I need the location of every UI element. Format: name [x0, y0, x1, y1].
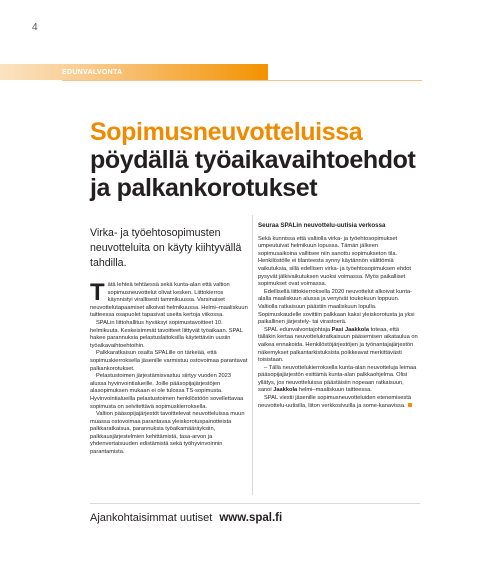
website-link[interactable]: www.spal.fi	[219, 512, 283, 524]
right-paragraph-1: Sekä kunnissa että valtiolla virka- ja työehtosopimukset umpeutuivat helmikuun lopussa. Tämän jälkeen sopimusaikoina vallitsee niin sanottu sopimukseton tila. Henkilöstölle ei tilanteesta synny käytännön välittömiä vaikutuksia, sillä edellisen virka- ja työehtosopimuksen ehdot pysyvät jälkivaikutuksen vuoksi voimassa. Myös paikalliset sopimukset ovat voimassa.	[258, 235, 412, 288]
footer-text: Ajankohtaisimmat uutiset	[90, 512, 213, 524]
paragraph-4: Pelastustoimen järjestämisvastuu siirtyy vuoden 2023 alussa hyvinvointialueille. Joille pääsopijajärjestöjen alasopimuksen mukaan ei ole tulossa TS-sopimusta. Hyvinvointialueilla pelastustoimen henkilöstöön sovellettavaa sopimusta on selvitettävä sopimuskierroksella.	[90, 373, 244, 410]
article-left-column	[90, 279, 248, 457]
p4-post: helmi–maaliskuun taitteessa.	[297, 387, 372, 394]
paragraph-2: SPALin liittohallitus hyväksyi sopimustavoitteet 10. helmikuuta. Keskeisimmät tavoitteet liittyvät työaikaan. SPAL hakee parannuksia pelastuslaitoksilla käytettäviin uusiin työaikavaihtoehtoihin.	[90, 319, 243, 349]
right-paragraph-4	[258, 365, 418, 395]
headline	[90, 118, 430, 202]
end-mark-icon	[408, 403, 412, 407]
right-paragraph-2: Edellisellä liittokierroksella 2020 neuvottelut alkoivat kunta-alalla maaliskuun alussa ja venyivät toukokuun loppuun. Valtiolla ratkaisuun päästiin maaliskuun lopulla. Sopimuskaudelle sovittiin palkkaan kaksi yleiskorotusta ja yksi paikallinen järjestely- tai virastoerä.	[258, 288, 415, 326]
dropcap: T	[90, 279, 105, 306]
paragraph-5: Valtion pääsopijajärjestöt tavoittelevat neuvotteluissa muun muassa ostovoimaa parantavaa yleiskorotuspainotteista palkkaratkaisua, parannuksia työaikamääräyksiin, palkkausjärjestelmien kehittämistä, tasa-arvon ja yhdenvertaisuuden edistämistä sekä työhyvinvoinnin parantamista.	[90, 411, 245, 456]
p5-text: SPAL viestii jäsenille sopimusneuvotteluiden etenemisestä neuvottelu-uutisilla, liiton verkkosivuilla ja some-kanavissa.	[258, 395, 412, 409]
p3-pre: SPAL edunvalvontajohtaja	[264, 326, 332, 333]
article-right-column	[258, 222, 418, 410]
section-label: EDUNVALVONTA	[62, 68, 123, 76]
paragraph-1-text: ätä lehteä tehtäessä sekä kunta-alan että valtion sopimusneuvottelut olivat kesken. Liittokierros käynnistyi virallisesti tammikuussa. Varsinaiset neuvottelutapaamiset alkoivat helmikuussa. Helmi–maaliskuun taitteessa osapuolet tapasivat useita kertoja viikossa.	[90, 282, 248, 319]
p4-pre: – Tällä neuvottelukierroksella kunta-alan neuvotteluja leimaa pääsopijajärjestön esittämä kunta-alan palkkaohjelma. Olisi yllätys, jos neuvotteluissa päästäisiin nopeaan ratkaisuun, sanoi	[258, 364, 417, 394]
column-divider	[252, 215, 253, 495]
section-tag	[0, 64, 268, 80]
lead-paragraph: Virka- ja työehtosopimusten neuvotteluita on käyty kiihtyvällä tahdilla.	[90, 227, 242, 269]
headline-line-1: Sopimusneuvotteluissa	[90, 118, 363, 146]
person-name: Pasi Jaakkola	[331, 326, 369, 333]
right-subheading: Seuraa SPALin neuvottelu-uutisia verkossa	[258, 222, 386, 229]
headline-line-2: pöydällä työaikavaihtoehdot	[90, 146, 416, 174]
footer-divider	[90, 503, 420, 504]
footer	[90, 512, 282, 524]
paragraph-3: Palkkaratkaisun osalta SPALille on tärkeää, että sopimuskierroksella jäsenille varmistuu ostovoimaa parantavat palkankorotukset.	[90, 350, 248, 372]
section-divider	[62, 80, 422, 81]
person-name-2: Jaakkola	[273, 387, 298, 394]
right-paragraph-5	[258, 395, 418, 410]
section-bar	[0, 64, 268, 80]
right-paragraph-3	[258, 327, 418, 365]
headline-line-3: ja palkankorotukset	[90, 174, 318, 202]
p3-post: toteaa, että tälläkin kertaa neuvottelukratkaisuun pääsemisen aikataulua on vaikea ennakoida. Henkilöstöjärjestöjen ja työnantajajärjestön näkemykset palkantarkistuksista poikkeavat merkittävästi toisistaan.	[258, 326, 418, 364]
page-number: 4	[32, 22, 38, 33]
paragraph-1	[90, 279, 248, 320]
